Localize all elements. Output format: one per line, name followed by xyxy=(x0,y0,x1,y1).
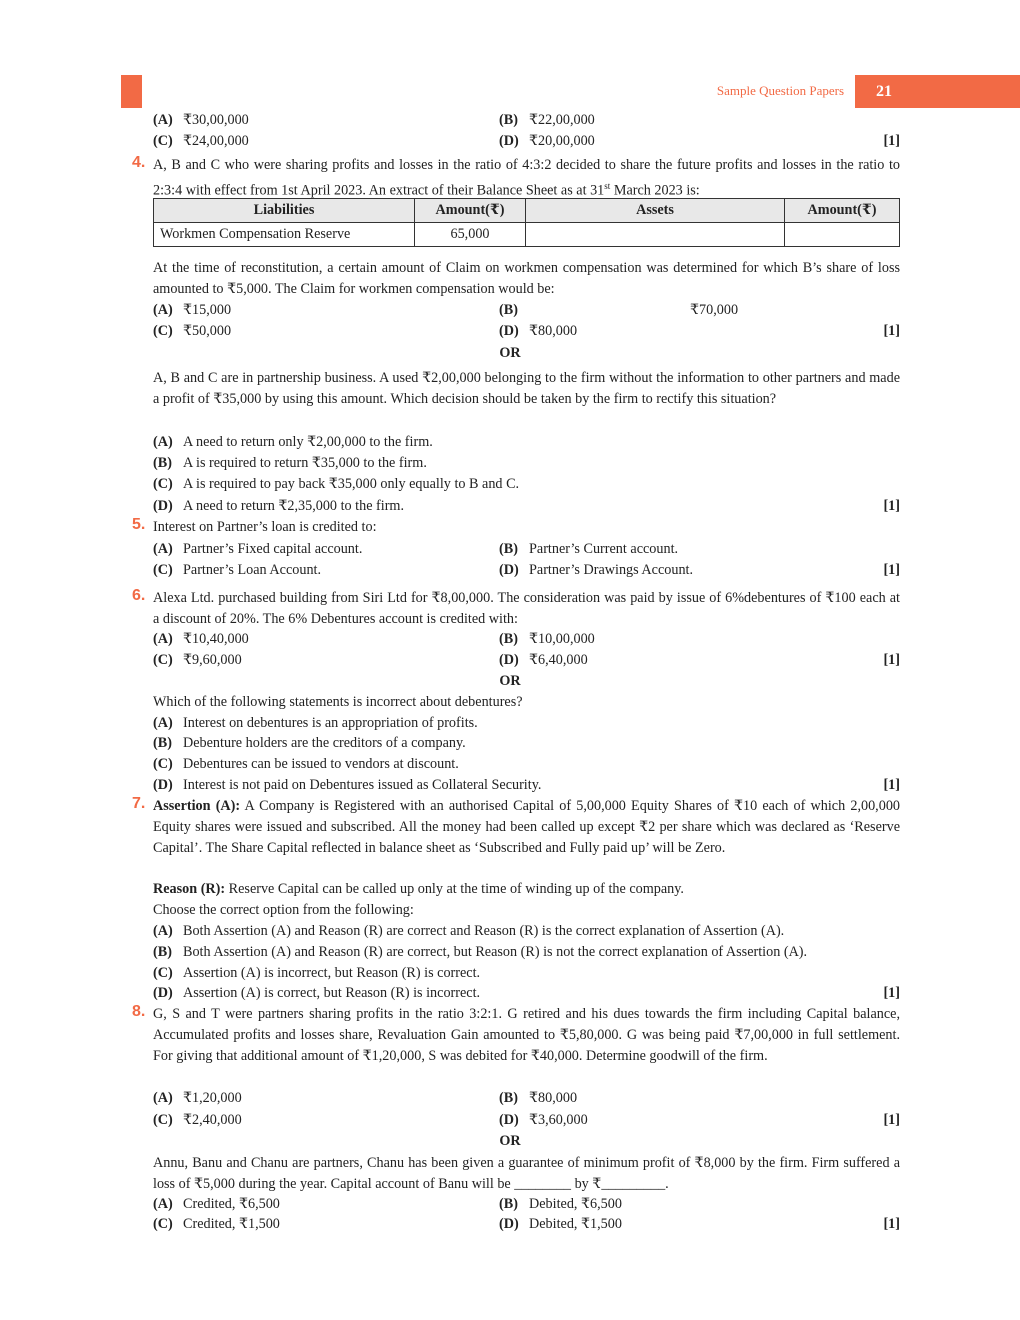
q6-mark: [1] xyxy=(883,652,900,668)
q6-alt-question: Which of the following statements is incorrect about debentures? xyxy=(153,694,523,710)
q7-choose: Choose the correct option from the following: xyxy=(153,902,414,918)
q8-option-b: ₹80,000 xyxy=(529,1090,578,1106)
page-number: 21 xyxy=(876,83,892,100)
q5-question: Interest on Partner’s loan is credited to: xyxy=(153,519,377,535)
q3-mark: [1] xyxy=(883,133,900,149)
q7-reason: Reason (R): Reserve Capital can be called up only at the time of winding up of the company. xyxy=(153,881,684,897)
q8-option-c: ₹2,40,000 xyxy=(183,1112,242,1128)
q3-option-c: ₹24,00,000 xyxy=(183,133,249,149)
q6-option-c: ₹9,60,000 xyxy=(183,652,242,668)
q4-option-b-value: ₹70,000 xyxy=(690,302,739,318)
q8-options-row-2: (C) ₹2,40,000 (D) ₹3,60,000 [1] xyxy=(153,1112,900,1128)
q4-question: A, B and C who were sharing profits and losses in the ratio of 4:3:2 decided to share the future profits and losses in the ratio to 2:3:4 with effect from 1st April 2023. An extract of their Balance Sheet as at 31st March 2023 is: xyxy=(153,157,900,199)
q4-options-row-2: (C) ₹50,000 (D) ₹80,000 [1] xyxy=(153,323,900,339)
q8-alt-question: Annu, Banu and Chanu are partners, Chanu has been given a guarantee of minimum profit of ₹8,000 by the firm. Firm suffered a loss of ₹5,000 during the year. Capital account of Banu will be ________ by ₹_________. xyxy=(153,1155,900,1192)
q8-options-row-1: (A) ₹1,20,000 (B) ₹80,000 xyxy=(153,1090,578,1106)
q5-options-row-2: (C) Partner’s Loan Account. (D) Partner’s Drawings Account. [1] xyxy=(153,562,900,578)
q4-options-row-1: (A) ₹15,000 (B) ₹70,000 xyxy=(153,302,739,318)
cell-asset xyxy=(526,223,785,247)
q4-alt-mark: [1] xyxy=(883,498,900,514)
q4-number: 4. xyxy=(132,154,146,171)
cell-asset-amount xyxy=(785,223,900,247)
q8-number: 8. xyxy=(132,1003,146,1020)
q4-option-a: ₹15,000 xyxy=(183,302,232,318)
q8-alt-option-a: Credited, ₹6,500 xyxy=(183,1196,280,1212)
q5-options-row-1: (A) Partner’s Fixed capital account. (B) Partner’s Current account. xyxy=(153,541,679,557)
q7-assertion: Assertion (A): A Company is Registered with an authorised Capital of 5,00,000 Equity Shares of ₹10 each of which 2,00,000 Equity shares were issued and subscribed. All the money had been called up except ₹2 per share which was declared as ‘Reserve Capital’. The Share Capital reflected in balance sheet as ‘Subscribed and Fully paid up’ will be Zero. xyxy=(153,798,901,856)
q8-option-a: ₹1,20,000 xyxy=(183,1090,242,1106)
q5-mark: [1] xyxy=(883,562,900,578)
q4-alt-option-d: (D) A need to return ₹2,35,000 to the firm. [1] xyxy=(153,498,900,514)
q3-options-row-1: (A) ₹30,00,000 (B) ₹22,00,000 xyxy=(153,112,595,128)
q8-mark: [1] xyxy=(883,1112,900,1128)
q8-alt-options-row-1: (A) Credited, ₹6,500 (B) Debited, ₹6,500 xyxy=(153,1196,622,1212)
q6-or: OR xyxy=(499,673,521,689)
q5-option-d: Partner’s Drawings Account. xyxy=(529,562,694,578)
q8-option-d: ₹3,60,000 xyxy=(529,1112,588,1128)
q3-option-a: ₹30,00,000 xyxy=(183,112,249,128)
q8-question: G, S and T were partners sharing profits in the ratio 3:2:1. G retired and his dues towards the firm including Capital balance, Accumulated profits and losses share, Revaluation Gain amounted to ₹5,80,000. G was being paid ₹7,00,000 in full settlement. For giving that additional amount of ₹1,20,000, S was debited for ₹40,000. Determine goodwill of the firm. xyxy=(153,1006,900,1064)
q3-option-d: ₹20,00,000 xyxy=(529,133,595,149)
q4-paragraph: At the time of reconstitution, a certain amount of Claim on workmen compensation was determined for which B’s share of loss amounted to ₹5,000. The Claim for workmen compensation would be: xyxy=(153,260,900,297)
q6-option-b: ₹10,00,000 xyxy=(529,631,595,647)
q5-number: 5. xyxy=(132,516,146,533)
q6-options-row-1: (A) ₹10,40,000 (B) ₹10,00,000 xyxy=(153,631,595,647)
q5-option-a: Partner’s Fixed capital account. xyxy=(183,541,363,557)
q8-alt-option-c: Credited, ₹1,500 xyxy=(183,1216,280,1232)
col-amount-1: Amount(₹) xyxy=(415,199,526,223)
col-amount-2: Amount(₹) xyxy=(785,199,900,223)
q6-number: 6. xyxy=(132,587,146,604)
q7-option-a: (A) Both Assertion (A) and Reason (R) are correct and Reason (R) is the correct explanation of Assertion (A). xyxy=(153,923,785,939)
balance-sheet-extract xyxy=(153,198,900,247)
col-liabilities: Liabilities xyxy=(154,199,415,223)
q6-alt-option-c: (C) Debentures can be issued to vendors at discount. xyxy=(153,756,459,772)
cell-liability: Workmen Compensation Reserve xyxy=(154,223,415,247)
q4-alt-option-c: (C) A is required to pay back ₹35,000 only equally to B and C. xyxy=(153,476,520,492)
q4-alt-option-a: (A) A need to return only ₹2,00,000 to the firm. xyxy=(153,434,433,450)
q3-options-row-2: (C) ₹24,00,000 (D) ₹20,00,000 [1] xyxy=(153,133,900,149)
running-header: Sample Question Papers xyxy=(716,83,844,98)
q4-option-c: ₹50,000 xyxy=(183,323,232,339)
q3-option-b: ₹22,00,000 xyxy=(529,112,595,128)
q6-option-d: ₹6,40,000 xyxy=(529,652,588,668)
q7-option-d: (D) Assertion (A) is correct, but Reason (R) is incorrect. [1] xyxy=(153,985,900,1001)
q5-option-b: Partner’s Current account. xyxy=(529,541,679,557)
q7-option-b: (B) Both Assertion (A) and Reason (R) are correct, but Reason (R) is not the correct explanation of Assertion (A). xyxy=(153,944,808,960)
q6-alt-option-b: (B) Debenture holders are the creditors of a company. xyxy=(153,735,466,751)
page-number-tab xyxy=(855,75,1020,108)
q8-alt-option-d: Debited, ₹1,500 xyxy=(529,1216,622,1232)
col-assets: Assets xyxy=(526,199,785,223)
q6-alt-option-d: (D) Interest is not paid on Debentures issued as Collateral Security. [1] xyxy=(153,777,900,793)
q8-alt-option-b: Debited, ₹6,500 xyxy=(529,1196,622,1212)
q6-question: Alexa Ltd. purchased building from Siri Ltd for ₹8,00,000. The consideration was paid by issue of 6%debentures of ₹100 each at a discount of 20%. The 6% Debentures account is credited with: xyxy=(153,590,900,627)
q6-options-row-2: (C) ₹9,60,000 (D) ₹6,40,000 [1] xyxy=(153,652,900,668)
q7-mark: [1] xyxy=(883,985,900,1001)
q6-alt-mark: [1] xyxy=(883,777,900,793)
q4-or: OR xyxy=(499,345,521,361)
q4-alt-option-b: (B) A is required to return ₹35,000 to the firm. xyxy=(153,455,427,471)
cell-liability-amount: 65,000 xyxy=(415,223,526,247)
q8-alt-mark: [1] xyxy=(883,1216,900,1232)
q7-number: 7. xyxy=(132,795,146,812)
q8-or: OR xyxy=(499,1133,521,1149)
q6-option-a: ₹10,40,000 xyxy=(183,631,249,647)
q4-mark: [1] xyxy=(883,323,900,339)
q4-alt-paragraph: A, B and C are in partnership business. A used ₹2,00,000 belonging to the firm without the information to other partners and made a profit of ₹35,000 by using this amount. Which decision should be taken by the firm to rectify this situation? xyxy=(153,370,900,407)
q5-option-c: Partner’s Loan Account. xyxy=(183,562,322,578)
q7-option-c: (C) Assertion (A) is incorrect, but Reason (R) is correct. xyxy=(153,965,481,981)
q6-alt-option-a: (A) Interest on debentures is an appropriation of profits. xyxy=(153,715,478,731)
q4-option-d: ₹80,000 xyxy=(529,323,578,339)
header-accent-bar xyxy=(121,75,142,108)
q8-alt-options-row-2: (C) Credited, ₹1,500 (D) Debited, ₹1,500 [1] xyxy=(153,1216,900,1232)
